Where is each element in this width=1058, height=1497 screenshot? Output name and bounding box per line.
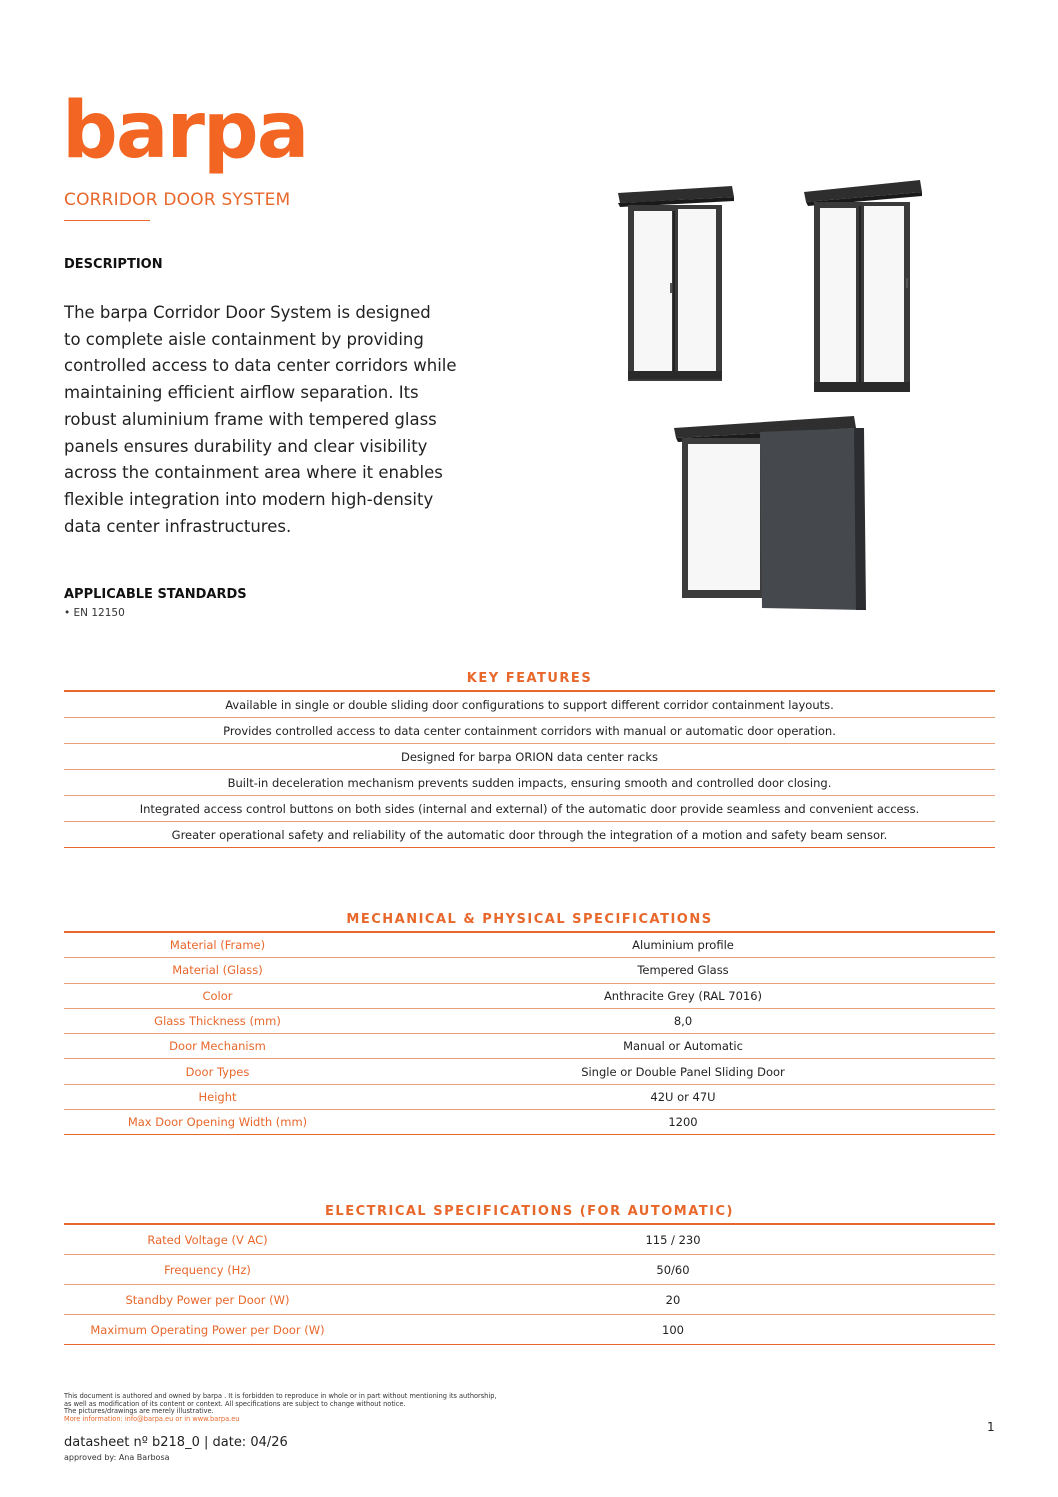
spec-value: 8,0 — [371, 1008, 995, 1033]
description-line: to complete aisle containment by providing — [64, 329, 424, 349]
electrical-table — [64, 1225, 995, 1345]
key-features-heading: KEY FEATURES — [466, 671, 593, 686]
feature-item: Greater operational safety and reliability of the automatic door through the integration of a motion and safety beam sensor. — [64, 822, 995, 848]
spec-label: Maximum Operating Power per Door (W) — [64, 1315, 351, 1345]
page-number: 1 — [987, 1420, 995, 1434]
table-row — [64, 1059, 995, 1084]
table-row — [64, 1084, 995, 1109]
table-row — [64, 692, 995, 718]
brand-logo — [62, 86, 308, 176]
table-row — [64, 1110, 995, 1135]
table-row — [64, 1008, 995, 1033]
double-door-image-2 — [800, 178, 926, 396]
description-line: across the containment area where it enables — [64, 463, 443, 483]
feature-item: Built-in deceleration mechanism prevents sudden impacts, ensuring smooth and controlled door closing. — [64, 770, 995, 796]
spec-label: Door Mechanism — [64, 1034, 371, 1059]
spec-label: Max Door Opening Width (mm) — [64, 1110, 371, 1135]
description-heading: DESCRIPTION — [64, 257, 163, 272]
table-row — [64, 744, 995, 770]
spec-value: 100 — [351, 1315, 995, 1345]
table-row — [64, 718, 995, 744]
spec-value: Tempered Glass — [371, 958, 995, 983]
spec-value: 20 — [351, 1285, 995, 1315]
single-door-image — [672, 414, 872, 614]
spec-label: Material (Frame) — [64, 933, 371, 958]
description-line: panels ensures durability and clear visibility — [64, 436, 428, 456]
table-row — [64, 1034, 995, 1059]
more-info-link[interactable]: More information: info@barpa.eu or in www.barpa.eu — [64, 1414, 240, 1423]
title-underline — [64, 220, 150, 221]
mechanical-heading: MECHANICAL & PHYSICAL SPECIFICATIONS — [346, 912, 713, 927]
table-row — [64, 822, 995, 848]
spec-label: Glass Thickness (mm) — [64, 1008, 371, 1033]
spec-value: 50/60 — [351, 1255, 995, 1285]
footnote-line: The pictures/drawings are merely illustrative. — [64, 1407, 214, 1416]
table-row — [64, 1315, 995, 1345]
description-line: The barpa Corridor Door System is designed — [64, 303, 431, 322]
spec-value: 42U or 47U — [371, 1084, 995, 1109]
table-row — [64, 796, 995, 822]
mechanical-table — [64, 933, 995, 1135]
spec-label: Rated Voltage (V AC) — [64, 1225, 351, 1255]
spec-label: Material (Glass) — [64, 958, 371, 983]
spec-value: Manual or Automatic — [371, 1034, 995, 1059]
electrical-heading: ELECTRICAL SPECIFICATIONS (FOR AUTOMATIC) — [325, 1204, 734, 1219]
table-row — [64, 1255, 995, 1285]
table-row — [64, 1285, 995, 1315]
standards-heading: APPLICABLE STANDARDS — [64, 587, 247, 602]
description-line: flexible integration into modern high-density — [64, 489, 434, 509]
footnote-line: as well as modification of its content or context. All specifications are subject to change without notice. — [64, 1399, 406, 1408]
feature-item: Designed for barpa ORION data center racks — [64, 744, 995, 770]
double-door-image-1 — [614, 183, 738, 385]
table-row — [64, 983, 995, 1008]
description-line: data center infrastructures. — [64, 516, 292, 536]
spec-value: Aluminium profile — [371, 933, 995, 958]
feature-item: Provides controlled access to data center containment corridors with manual or automatic door operation. — [64, 718, 995, 744]
table-row — [64, 770, 995, 796]
spec-label: Door Types — [64, 1059, 371, 1084]
spec-value: Single or Double Panel Sliding Door — [371, 1059, 995, 1084]
page-title: CORRIDOR DOOR SYSTEM — [64, 190, 291, 210]
spec-label: Color — [64, 983, 371, 1008]
legal-footnote — [64, 1393, 496, 1423]
table-row — [64, 958, 995, 983]
spec-value: 115 / 230 — [351, 1225, 995, 1255]
spec-value: 1200 — [371, 1110, 995, 1135]
spec-label: Height — [64, 1084, 371, 1109]
standards-item: • EN 12150 — [64, 607, 125, 619]
spec-label: Frequency (Hz) — [64, 1255, 351, 1285]
logo-text: barpa — [62, 86, 308, 176]
table-row — [64, 1225, 995, 1255]
approved-by: approved by: Ana Barbosa — [64, 1453, 170, 1462]
key-features-table — [64, 692, 995, 848]
feature-item: Integrated access control buttons on both sides (internal and external) of the automatic door provide seamless and convenient access. — [64, 796, 995, 822]
spec-value: Anthracite Grey (RAL 7016) — [371, 983, 995, 1008]
description-line: controlled access to data center corridors while — [64, 356, 457, 376]
feature-item: Available in single or double sliding door configurations to support different corridor containment layouts. — [64, 692, 995, 718]
spec-label: Standby Power per Door (W) — [64, 1285, 351, 1315]
table-row — [64, 933, 995, 958]
description-line: maintaining efficient airflow separation. Its — [64, 383, 419, 403]
description-text — [64, 300, 474, 540]
datasheet-info: datasheet nº b218_0 | date: 04/26 — [64, 1435, 288, 1450]
footnote-line: This document is authored and owned by barpa . It is forbidden to reproduce in whole or in part without mentioning its authorship, — [64, 1392, 497, 1400]
description-line: robust aluminium frame with tempered glass — [64, 409, 437, 429]
